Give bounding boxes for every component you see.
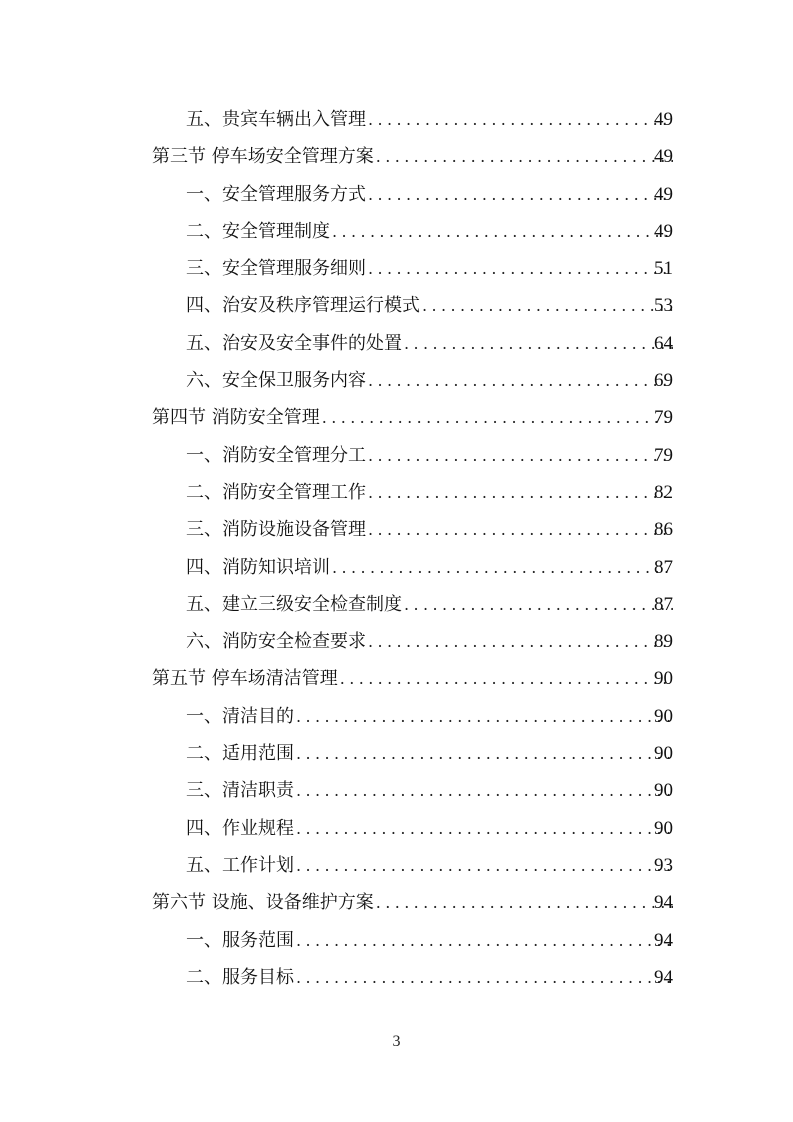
toc-entry (186, 474, 673, 511)
toc-entry (186, 810, 673, 847)
toc-item-row[interactable] (0, 735, 793, 772)
toc-item-row[interactable] (0, 623, 793, 660)
toc-page-number: 86 (654, 519, 673, 541)
dot-leader (296, 922, 673, 959)
dot-leader (296, 735, 673, 772)
toc-item-row[interactable] (0, 772, 793, 809)
dot-leader (404, 325, 673, 362)
toc-entry (186, 250, 673, 287)
toc-page-number: 89 (654, 631, 673, 653)
toc-page-number: 90 (654, 705, 673, 727)
toc-page-number: 49 (654, 183, 673, 205)
dot-leader (332, 213, 673, 250)
toc-entry (152, 138, 673, 175)
toc-entry-title: 三、清洁职责 (186, 780, 294, 802)
toc-page-number: 93 (654, 854, 673, 876)
toc-page-number: 49 (654, 109, 673, 130)
toc-entry (186, 959, 673, 996)
toc-page-number: 94 (654, 966, 673, 988)
toc-page-number: 79 (654, 407, 673, 429)
toc-item-row[interactable] (0, 474, 793, 511)
dot-leader (368, 362, 673, 399)
toc-entry-title: 六、安全保卫服务内容 (186, 370, 366, 392)
toc-item-row[interactable] (0, 437, 793, 474)
toc-entry-title: 四、治安及秩序管理运行模式 (186, 295, 420, 317)
toc-entry-title: 第五节 停车场清洁管理 (152, 668, 338, 690)
toc-entry (186, 735, 673, 772)
toc-entry (186, 698, 673, 735)
dot-leader (296, 810, 673, 847)
toc-entry-title: 三、安全管理服务细则 (186, 258, 366, 280)
toc-entry-title: 四、作业规程 (186, 817, 294, 839)
toc-entry (186, 549, 673, 586)
toc-entry (186, 586, 673, 623)
toc-entry-title: 五、治安及安全事件的处置 (186, 332, 402, 354)
toc-section-row[interactable] (0, 660, 793, 697)
dot-leader (296, 847, 673, 884)
toc-section-row[interactable] (0, 884, 793, 921)
toc-item-row[interactable] (0, 586, 793, 623)
toc-item-row[interactable] (0, 250, 793, 287)
dot-leader (368, 511, 673, 548)
toc-entry-title: 二、消防安全管理工作 (186, 481, 366, 503)
toc-page-number: 87 (654, 556, 673, 578)
toc-entry-title: 二、服务目标 (186, 966, 294, 988)
toc-page-number: 53 (654, 295, 673, 317)
toc-entry (186, 325, 673, 362)
toc-entry (186, 437, 673, 474)
toc-page-number: 82 (654, 481, 673, 503)
toc-page-number: 64 (654, 332, 673, 354)
toc-entry (186, 287, 673, 324)
dot-leader (376, 884, 673, 921)
toc-entry (186, 511, 673, 548)
dot-leader (368, 176, 673, 213)
toc-item-row[interactable] (0, 959, 793, 996)
toc-item-row[interactable] (0, 549, 793, 586)
toc-page-number: 79 (654, 444, 673, 466)
dot-leader (368, 437, 673, 474)
toc-entry-title: 五、工作计划 (186, 854, 294, 876)
toc-item-row[interactable] (0, 325, 793, 362)
toc-entry (186, 213, 673, 250)
toc-page-number: 90 (654, 780, 673, 802)
toc-page-number: 51 (654, 258, 673, 280)
toc-entry-title: 五、建立三级安全检查制度 (186, 593, 402, 615)
toc-entry-title: 第六节 设施、设备维护方案 (152, 892, 374, 914)
toc-entry-title: 二、安全管理制度 (186, 220, 330, 242)
dot-leader (368, 250, 673, 287)
toc-entry-title: 五、贵宾车辆出入管理 (186, 109, 366, 130)
dot-leader (422, 287, 673, 324)
dot-leader (340, 660, 673, 697)
toc-page-number: 87 (654, 593, 673, 615)
toc-entry-title: 三、消防设施设备管理 (186, 519, 366, 541)
toc-entry-title: 一、服务范围 (186, 929, 294, 951)
toc-item-row[interactable] (0, 698, 793, 735)
toc-entry (152, 399, 673, 436)
dot-leader (296, 698, 673, 735)
toc-entry-title: 一、消防安全管理分工 (186, 444, 366, 466)
toc-item-row[interactable] (0, 176, 793, 213)
dot-leader (376, 138, 673, 175)
toc-section-row[interactable] (0, 399, 793, 436)
toc-item-row[interactable] (0, 511, 793, 548)
toc-item-row[interactable] (0, 847, 793, 884)
toc-item-row[interactable] (0, 213, 793, 250)
dot-leader (368, 623, 673, 660)
dot-leader (322, 399, 673, 436)
toc-item-row[interactable] (0, 810, 793, 847)
toc-entry-title: 二、适用范围 (186, 743, 294, 765)
table-of-contents (0, 101, 793, 996)
toc-entry (152, 884, 673, 921)
toc-entry (186, 101, 673, 138)
toc-page-number: 69 (654, 370, 673, 392)
toc-entry (186, 772, 673, 809)
toc-entry-title: 第四节 消防安全管理 (152, 407, 320, 429)
toc-entry-title: 第三节 停车场安全管理方案 (152, 146, 374, 168)
page-number-footer: 3 (392, 1033, 401, 1050)
dot-leader (404, 586, 673, 623)
toc-entry (186, 362, 673, 399)
toc-entry-title: 六、消防安全检查要求 (186, 631, 366, 653)
toc-item-row[interactable] (0, 287, 793, 324)
toc-item-row[interactable] (0, 362, 793, 399)
toc-item-row[interactable] (0, 101, 793, 138)
toc-item-row[interactable] (0, 922, 793, 959)
toc-entry (186, 922, 673, 959)
toc-entry-title: 四、消防知识培训 (186, 556, 330, 578)
toc-entry (186, 176, 673, 213)
dot-leader (368, 474, 673, 511)
toc-section-row[interactable] (0, 138, 793, 175)
toc-entry-title: 一、清洁目的 (186, 705, 294, 727)
dot-leader (296, 959, 673, 996)
toc-page-number: 94 (654, 892, 673, 914)
toc-page-number: 49 (654, 146, 673, 168)
toc-entry (152, 660, 673, 697)
toc-entry (186, 847, 673, 884)
dot-leader (368, 101, 673, 138)
toc-entry-title: 一、安全管理服务方式 (186, 183, 366, 205)
toc-page-number: 90 (654, 817, 673, 839)
toc-page-number: 90 (654, 668, 673, 690)
toc-entry (186, 623, 673, 660)
dot-leader (332, 549, 673, 586)
toc-page-number: 90 (654, 743, 673, 765)
dot-leader (296, 772, 673, 809)
toc-page-number: 94 (654, 929, 673, 951)
toc-page-number: 49 (654, 220, 673, 242)
